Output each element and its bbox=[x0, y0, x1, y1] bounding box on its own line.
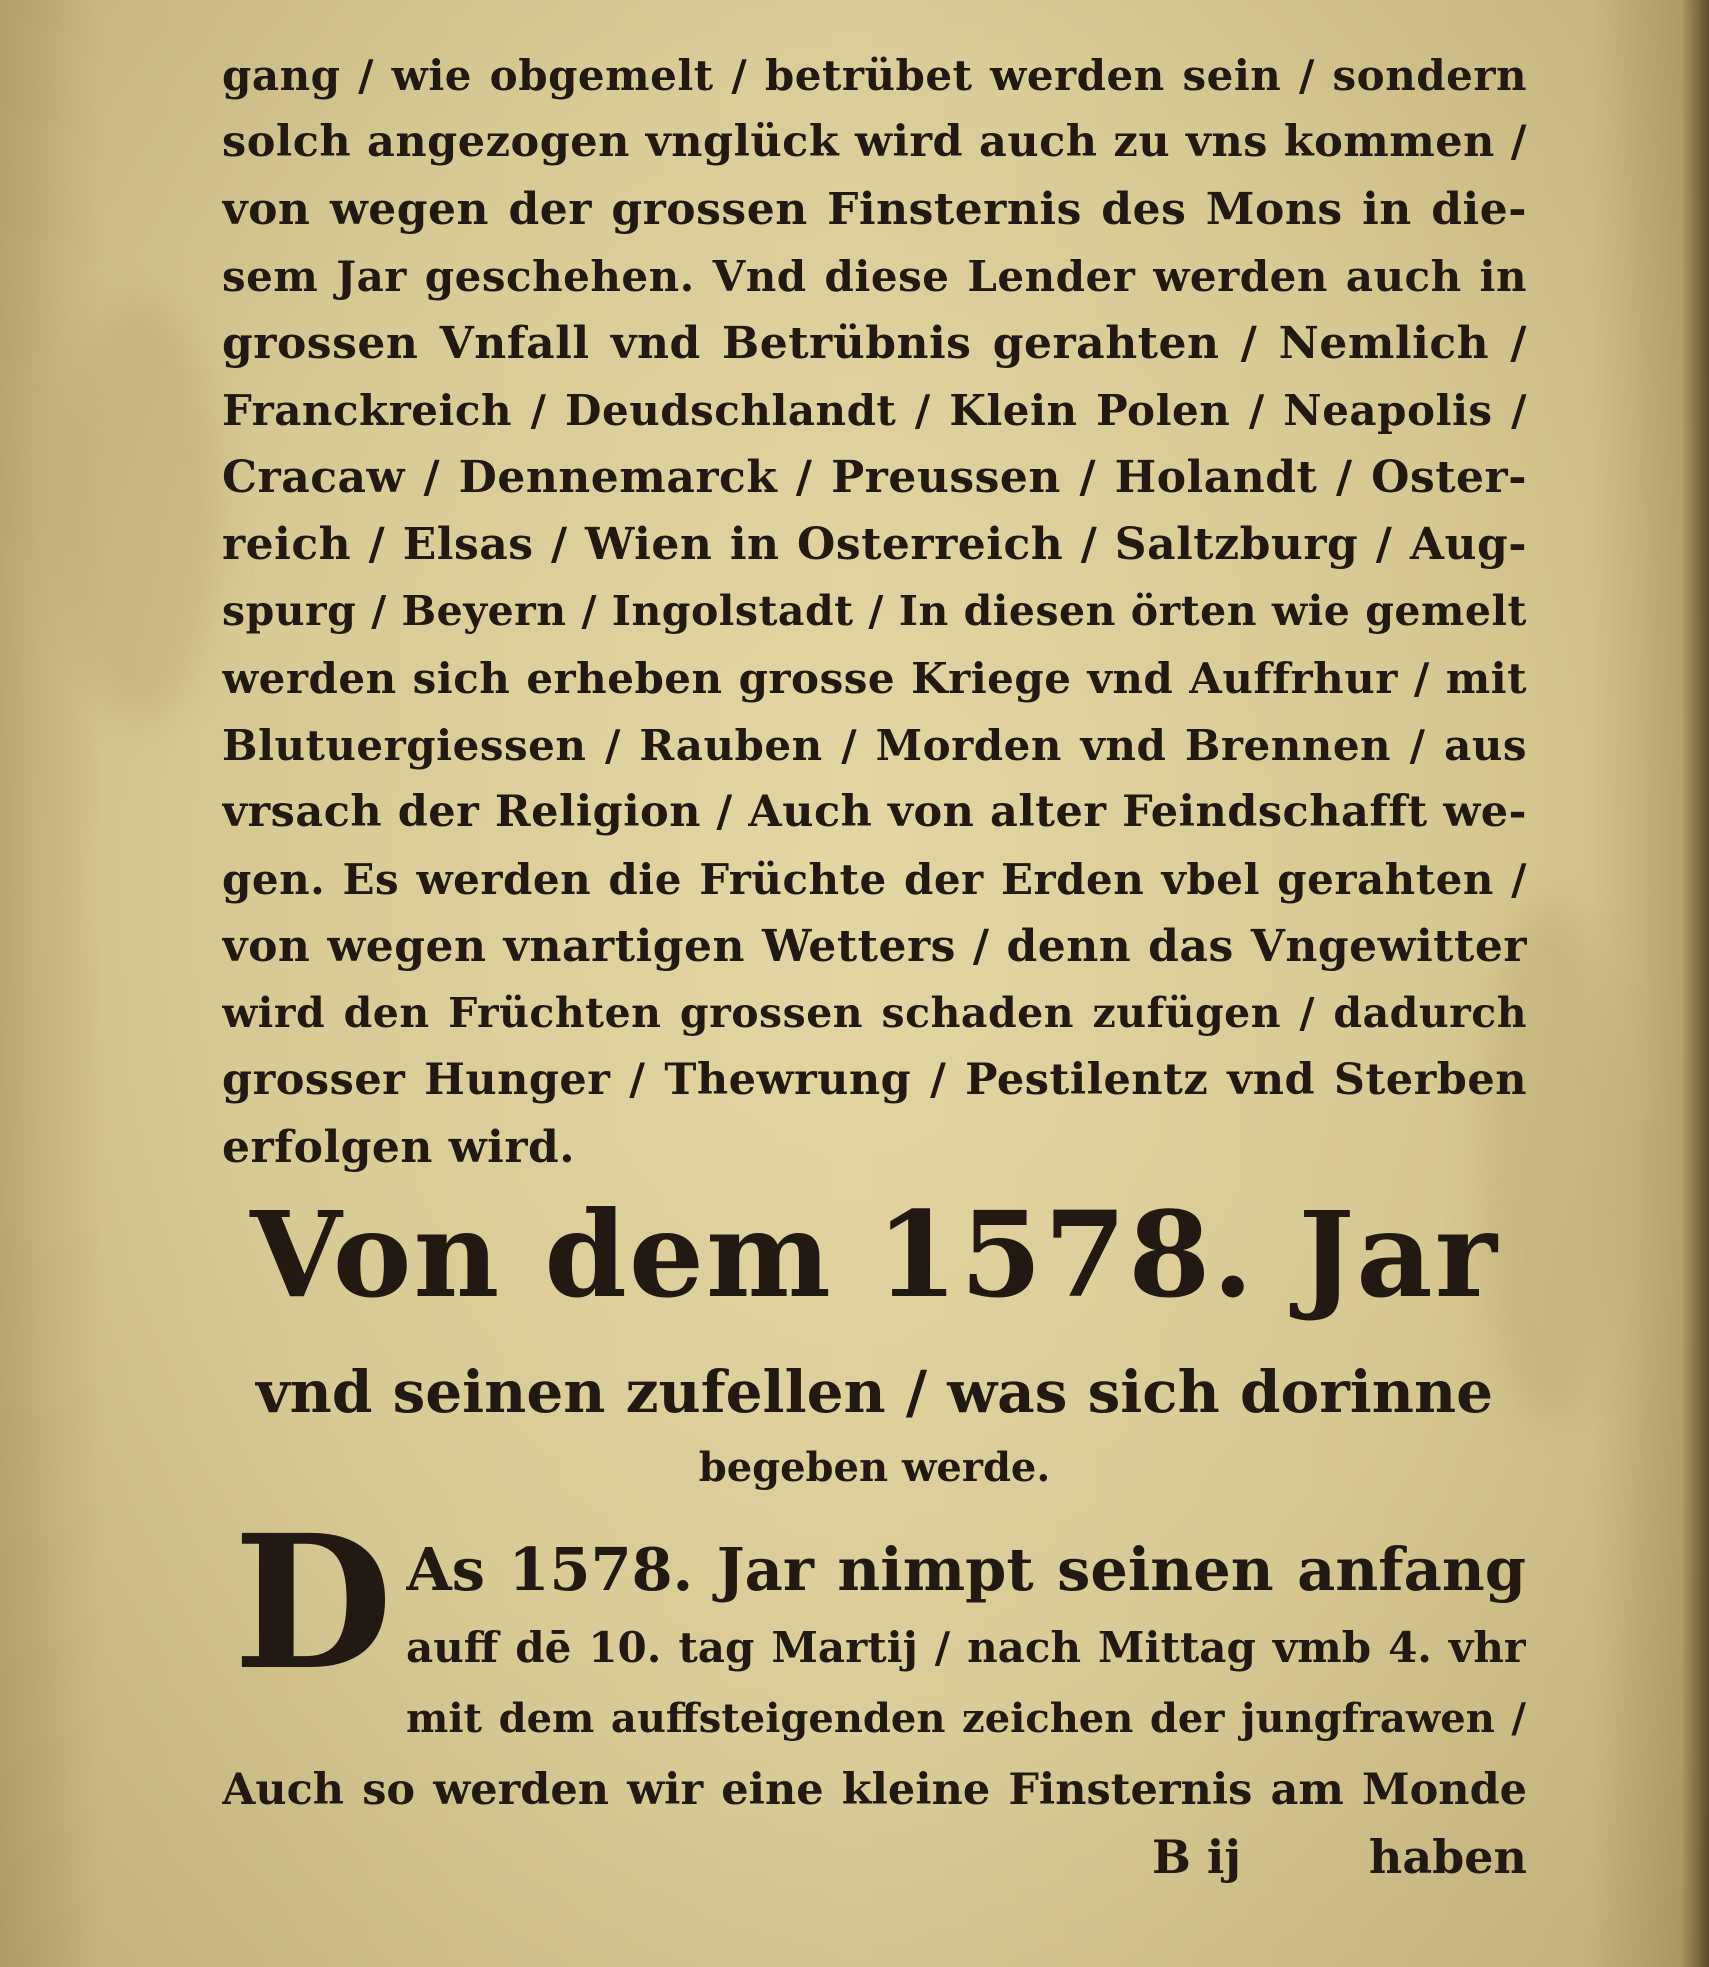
text-line: von wegen der grossen Finsternis des Mons in die- bbox=[222, 184, 1527, 235]
text-line: spurg / Beyern / Ingolstadt / In diesen örten wie gemelt bbox=[222, 587, 1527, 635]
paragraph-line: As 1578. Jar nimpt seinen anfang bbox=[406, 1535, 1526, 1604]
body-paragraph bbox=[222, 42, 1527, 1181]
text-line: werden sich erheben grosse Kriege vnd Auffrhur / mit bbox=[222, 654, 1527, 703]
catchword: haben bbox=[1368, 1830, 1527, 1884]
decorative-initial: D bbox=[233, 1495, 393, 1711]
paper-stain bbox=[60, 300, 220, 720]
paragraph-line: Auch so werden wir eine kleine Finsternis am Monde bbox=[222, 1765, 1527, 1815]
text-line: grosser Hunger / Thewrung / Pestilentz vnd Sterben bbox=[222, 1055, 1527, 1105]
text-line: solch angezogen vnglück wird auch zu vns kommen / bbox=[222, 117, 1527, 167]
text-line: gen. Es werden die Früchte der Erden vbel gerahten / bbox=[222, 855, 1527, 904]
text-line: grossen Vnfall vnd Betrübnis gerahten / Nemlich / bbox=[222, 318, 1527, 369]
text-line: Franckreich / Deudschlandt / Klein Polen / Neapolis / bbox=[222, 386, 1527, 435]
page-edge-shadow bbox=[1681, 0, 1709, 1967]
text-line-last: erfolgen wird. bbox=[222, 1122, 576, 1173]
text-line: sem Jar geschehen. Vnd diese Lender werden auch in bbox=[222, 252, 1527, 301]
paragraph-line: mit dem auffsteigenden zeichen der jungfrawen / bbox=[406, 1695, 1526, 1742]
section-heading: Von dem 1578. Jar bbox=[250, 1185, 1499, 1324]
section-subheading: vnd seinen zufellen / was sich dorinne bbox=[255, 1358, 1494, 1426]
signature-mark: B ij bbox=[1152, 1830, 1242, 1884]
section-subheading-continued: begeben werde. bbox=[698, 1444, 1051, 1491]
text-line: vrsach der Religion / Auch von alter Feindschafft we- bbox=[222, 787, 1527, 837]
text-line: reich / Elsas / Wien in Osterreich / Saltzburg / Aug- bbox=[222, 519, 1527, 570]
text-line: gang / wie obgemelt / betrübet werden sein / sondern bbox=[222, 51, 1527, 100]
text-line: wird den Früchten grossen schaden zufügen / dadurch bbox=[222, 989, 1527, 1037]
text-line: Blutuergiessen / Rauben / Morden vnd Brennen / aus bbox=[222, 721, 1527, 770]
text-line: Cracaw / Dennemarck / Preussen / Holandt / Oster- bbox=[222, 452, 1527, 503]
text-line: von wegen vnartigen Wetters / denn das Vngewitter bbox=[222, 921, 1527, 972]
page-footer bbox=[222, 1822, 1527, 1892]
paragraph-line: auff dē 10. tag Martij / nach Mittag vmb 4. vhr bbox=[406, 1623, 1526, 1672]
